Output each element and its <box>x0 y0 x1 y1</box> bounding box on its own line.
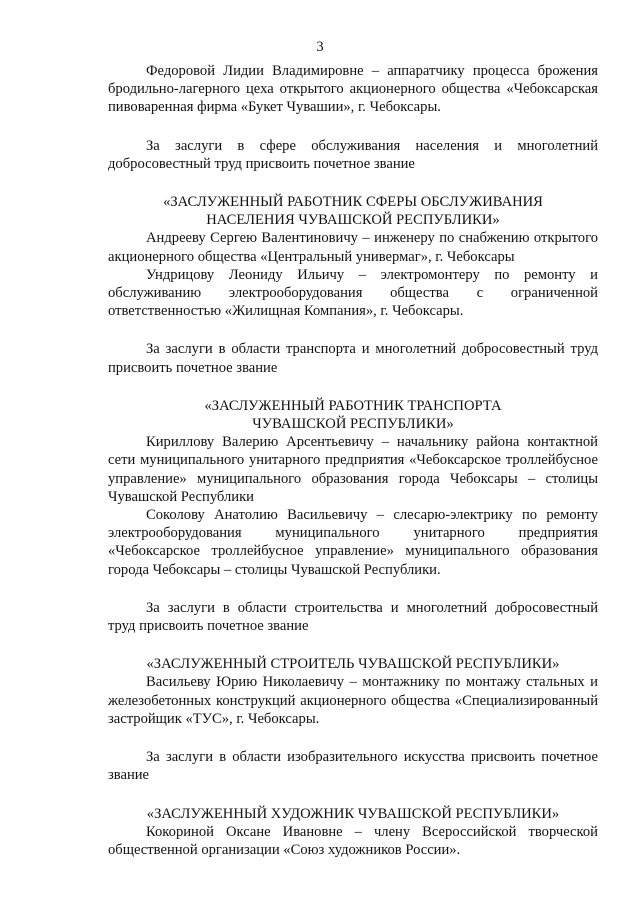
service-title-line-2: НАСЕЛЕНИЯ ЧУВАШСКОЙ РЕСПУБЛИКИ» <box>206 212 500 229</box>
art-award-title <box>108 805 598 823</box>
award-recipient-vasiliev: Васильеву Юрию Николаевичу – монтажнику по монтажу стальных и железобетонных конструкций акционерного общества «Специализированный застройщик «ТУС», г. Чебоксары. <box>108 674 598 727</box>
construction-award-title <box>108 655 598 673</box>
service-title-line-1: «ЗАСЛУЖЕННЫЙ РАБОТНИК СФЕРЫ ОБСЛУЖИВАНИЯ <box>163 194 543 211</box>
page-number: 3 <box>316 39 324 55</box>
award-recipient-kirillov: Кириллову Валерию Арсентьевичу – начальнику района контактной сети муниципального унитарного предприятия «Чебоксарское троллейбусное управление» муниципального образования города Чебоксары – столицы Чувашской Республики <box>108 434 598 505</box>
award-recipient-sokolov: Соколову Анатолию Васильевичу – слесарю-электрику по ремонту электрооборудования муниципального унитарного предприятия «Чебоксарское троллейбусное управление» муниципального образования города Чебоксары – столицы Чувашской Республики. <box>108 507 598 578</box>
award-recipient-undritsov: Ундрицову Леониду Ильичу – электромонтеру по ремонту и обслуживанию электрооборудования общества с ограниченной ответственностью «Жилищная Компания», г. Чебоксары. <box>108 266 598 320</box>
construction-title-line-1: «ЗАСЛУЖЕННЫЙ СТРОИТЕЛЬ ЧУВАШСКОЙ РЕСПУБЛИКИ» <box>146 656 560 673</box>
service-award-intro: За заслуги в сфере обслуживания населения и многолетний добросовестный труд присвоить почетное звание <box>108 137 598 172</box>
transport-title-line-2: ЧУВАШСКОЙ РЕСПУБЛИКИ» <box>252 416 454 433</box>
transport-title-line-1: «ЗАСЛУЖЕННЫЙ РАБОТНИК ТРАНСПОРТА <box>204 397 502 414</box>
service-award-title <box>108 193 598 229</box>
document-body <box>108 62 598 859</box>
award-recipient-fedorova: Федоровой Лидии Владимировне – аппаратчику процесса брожения бродильно-лагерного цеха открытого акционерного общества «Чебоксарская пивоваренная фирма «Букет Чувашии», г. Чебоксары. <box>108 63 598 116</box>
transport-award-title <box>108 397 598 433</box>
award-recipient-andreev: Андрееву Сергею Валентиновичу – инженеру по снабжению открытого акционерного общества «Центральный универмаг», г. Чебоксары <box>108 230 598 265</box>
art-award-intro: За заслуги в области изобразительного искусства присвоить почетное звание <box>108 749 598 784</box>
transport-award-intro: За заслуги в области транспорта и многолетний добросовестный труд присвоить почетное звание <box>108 341 598 376</box>
construction-award-intro: За заслуги в области строительства и многолетний добросовестный труд присвоить почетное звание <box>108 599 598 635</box>
art-title-line-1: «ЗАСЛУЖЕННЫЙ ХУДОЖНИК ЧУВАШСКОЙ РЕСПУБЛИКИ» <box>146 805 560 822</box>
award-recipient-kokorina: Кокориной Оксане Ивановне – члену Всероссийской творческой общественной организации «Союз художников России». <box>108 823 598 858</box>
